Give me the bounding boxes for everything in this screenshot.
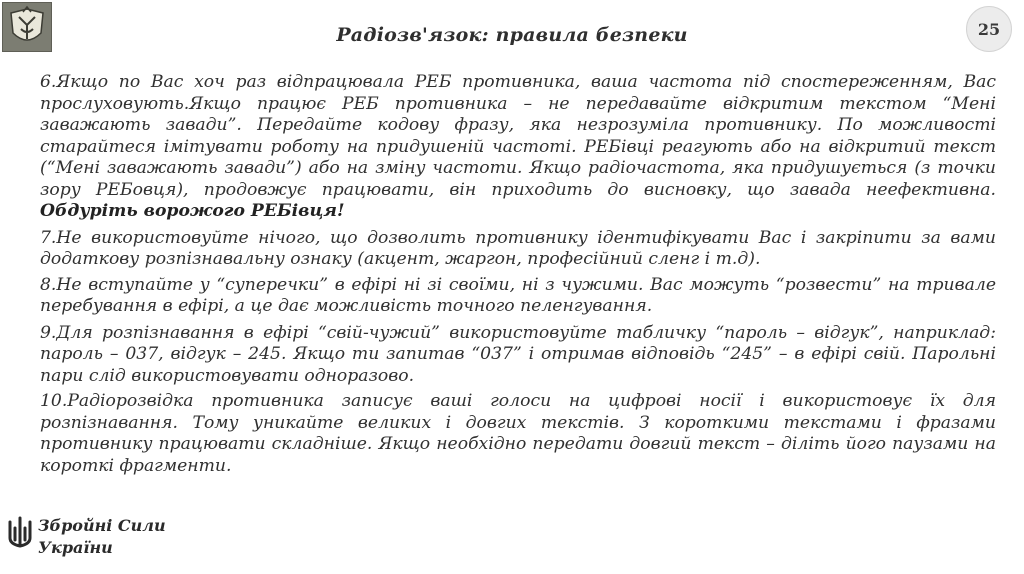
footer-line-2: України	[38, 538, 113, 557]
rule-9: 9.Для розпізнавання в ефірі “свій-чужий” використовуйте табличку “пароль – відгук”, наприклад: пароль – 037, відгук – 245. Якщо ти запитав “037” і отримав відповідь “245” – в ефірі свій. Парольні пари слід використовувати одноразово.	[40, 322, 996, 386]
rule-6	[40, 72, 996, 223]
rule-8: 8.Не вступайте у “суперечки” в ефірі ні зі своїми, ні з чужими. Вас можуть “розвести” на тривале перебування в ефірі, а це дає можливість точного пеленгування.	[40, 274, 996, 316]
rule-7: 7.Не використовуйте нічого, що дозволить противнику ідентифікувати Вас і закріпити за вами додаткову розпізнавальну ознаку (акцент, жаргон, професійний сленг і т.д).	[40, 227, 996, 269]
page-number-badge: 25	[966, 6, 1012, 52]
rules-list	[40, 72, 996, 482]
rule-10: 10.Радіорозвідка противника записує ваші голоси на цифрові носії і використовує їх для розпізнавання. Тому уникайте великих і довгих текстів. З короткими текстами і фразами противнику працювати складніше. Якщо необхідно передати довгий текст – діліть його паузами на короткі фрагменти.	[40, 391, 996, 476]
page-title: Радіозв'язок: правила безпеки	[336, 24, 688, 46]
trident-icon	[6, 516, 34, 550]
footer-brand	[6, 515, 166, 559]
footer-line-1: Збройні Сили	[38, 516, 166, 535]
rule-6-text: 6.Якщо по Вас хоч раз відпрацювала РЕБ противника, ваша частота під спостереженням, Вас прослуховують.Якщо працює РЕБ противника – не передавайте відкритим текстом “Мені заважають завади”. Передайте кодову фразу, яка незрозуміла противнику. По можливості старайтеся імітувати роботу на придушеній частоті. РЕБівці реагують або на відкритий текст (“Мені заважають завади”) або на зміну частоти. Якщо радіочастота, яка придушується (з точки зору РЕБовця), продовжує працювати, він приходить до висновку, що завада неефективна.	[40, 72, 996, 200]
rule-6-emphasis: Обдуріть ворожого РЕБівця!	[40, 201, 345, 221]
